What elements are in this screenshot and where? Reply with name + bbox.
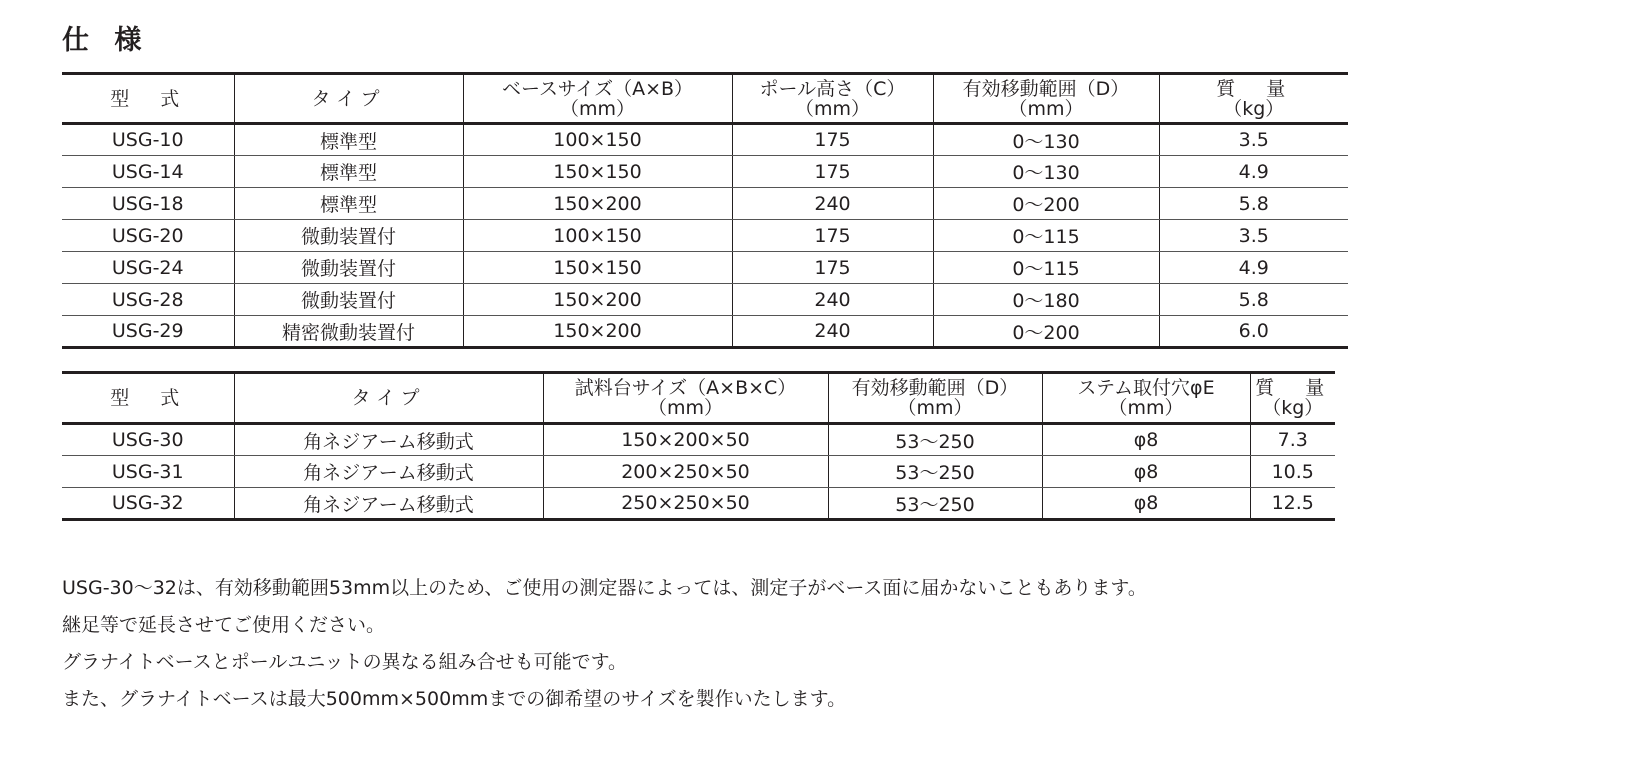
table-row [62, 124, 1348, 156]
cell-pole-height: 240 [732, 284, 933, 316]
header-type: タイプ [234, 74, 463, 124]
header-pole-height: ポール高さ（C） （mm） [732, 74, 933, 124]
header-mass: 質 量 （kg） [1159, 74, 1348, 124]
cell-base-size: 150×200 [463, 188, 732, 220]
cell-mass: 12.5 [1250, 488, 1335, 520]
table-row [62, 424, 1335, 456]
cell-travel-range: 0〜200 [933, 316, 1159, 348]
cell-base-size: 150×150 [463, 252, 732, 284]
cell-stem-hole: φ8 [1042, 456, 1250, 488]
cell-travel-range: 0〜130 [933, 156, 1159, 188]
cell-mass: 7.3 [1250, 424, 1335, 456]
cell-stage-size: 150×200×50 [543, 424, 828, 456]
header-type: タイプ [234, 373, 543, 424]
cell-mass: 6.0 [1159, 316, 1348, 348]
cell-type: 角ネジアーム移動式 [234, 488, 543, 520]
cell-pole-height: 175 [732, 220, 933, 252]
cell-travel-range: 0〜200 [933, 188, 1159, 220]
cell-model: USG-30 [62, 424, 234, 456]
cell-type: 標準型 [234, 188, 463, 220]
header-travel-range: 有効移動範囲（D） （mm） [933, 74, 1159, 124]
cell-pole-height: 240 [732, 316, 933, 348]
table-row [62, 188, 1348, 220]
note-text: USG-30〜32は、有効移動範囲53mm以上のため、ご使用の測定器によっては、測定子がベース面に届かないこともあります。 [62, 577, 1147, 599]
table-row [62, 488, 1335, 520]
table-row [62, 220, 1348, 252]
cell-type: 標準型 [234, 156, 463, 188]
cell-model: USG-32 [111, 492, 184, 514]
cell-travel-range: 0〜180 [933, 284, 1159, 316]
cell-model: USG-20 [62, 220, 234, 252]
header-stage-size: 試料台サイズ（A×B×C） （mm） [543, 373, 828, 424]
cell-type: 微動装置付 [234, 220, 463, 252]
cell-mass: 4.9 [1159, 252, 1348, 284]
cell-travel-range: 53〜250 [828, 488, 1042, 520]
cell-base-size: 150×200 [463, 316, 732, 348]
cell-base-size: 150×150 [463, 156, 732, 188]
header-mass: 質 量 （kg） [1250, 373, 1335, 424]
spec-table-standard [62, 72, 1348, 349]
cell-model: USG-18 [62, 188, 234, 220]
cell-model: USG-29 [111, 320, 184, 342]
cell-model: USG-10 [62, 124, 234, 156]
cell-stem-hole: φ8 [1042, 488, 1250, 520]
cell-stage-size: 200×250×50 [543, 456, 828, 488]
table-row [62, 316, 1348, 348]
cell-travel-range: 53〜250 [828, 456, 1042, 488]
cell-pole-height: 175 [732, 156, 933, 188]
cell-travel-range: 0〜130 [933, 124, 1159, 156]
cell-type: 精密微動装置付 [234, 316, 463, 348]
cell-model: USG-14 [62, 156, 234, 188]
cell-type: 微動装置付 [234, 284, 463, 316]
cell-type: 角ネジアーム移動式 [234, 456, 543, 488]
table-row [62, 456, 1335, 488]
header-stem-hole: ステム取付穴φE （mm） [1042, 373, 1250, 424]
cell-model: USG-24 [62, 252, 234, 284]
header-base-size: ベースサイズ（A×B） （mm） [463, 74, 732, 124]
cell-base-size: 100×150 [463, 124, 732, 156]
section-heading: 仕 様 [62, 25, 150, 56]
cell-travel-range: 53〜250 [828, 424, 1042, 456]
table-row [62, 252, 1348, 284]
spec-table-arm-type [62, 371, 1335, 521]
header-model: 型 式 [62, 373, 234, 424]
cell-base-size: 100×150 [463, 220, 732, 252]
cell-travel-range: 0〜115 [933, 252, 1159, 284]
cell-type: 標準型 [234, 124, 463, 156]
cell-stem-hole: φ8 [1042, 424, 1250, 456]
cell-type: 微動装置付 [234, 252, 463, 284]
cell-mass: 5.8 [1159, 284, 1348, 316]
header-model: 型 式 [62, 74, 234, 124]
header-travel-range: 有効移動範囲（D） （mm） [828, 373, 1042, 424]
table-header-row [62, 74, 1348, 124]
cell-pole-height: 175 [732, 124, 933, 156]
cell-mass: 4.9 [1159, 156, 1348, 188]
table-header-row [62, 373, 1335, 424]
cell-mass: 5.8 [1159, 188, 1348, 220]
cell-model: USG-31 [62, 456, 234, 488]
cell-travel-range: 0〜115 [933, 220, 1159, 252]
table-row [62, 284, 1348, 316]
cell-mass: 3.5 [1159, 124, 1348, 156]
notes [62, 570, 1147, 718]
cell-mass: 3.5 [1159, 220, 1348, 252]
note-text: グラナイトベースとポールユニットの異なる組み合せも可能です。 [62, 651, 628, 673]
cell-mass: 10.5 [1250, 456, 1335, 488]
note-text: 継足等で延長させてご使用ください。 [62, 614, 386, 636]
cell-base-size: 150×200 [463, 284, 732, 316]
cell-pole-height: 175 [732, 252, 933, 284]
cell-stage-size: 250×250×50 [543, 488, 828, 520]
table-row [62, 156, 1348, 188]
cell-pole-height: 240 [732, 188, 933, 220]
cell-model: USG-28 [62, 284, 234, 316]
cell-type: 角ネジアーム移動式 [234, 424, 543, 456]
note-text: また、グラナイトベースは最大500mm×500mmまでの御希望のサイズを製作いたします。 [62, 688, 847, 710]
